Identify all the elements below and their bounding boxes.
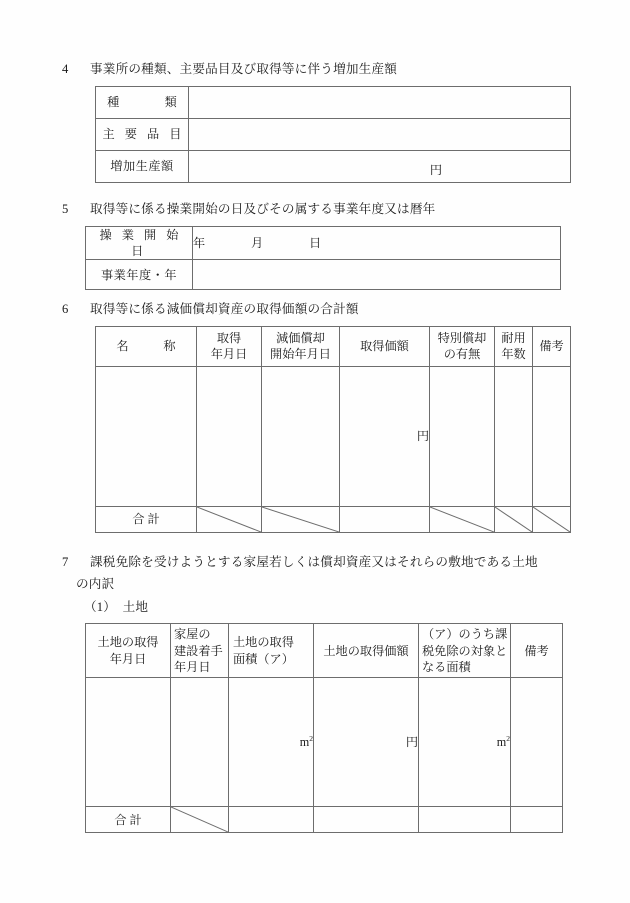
table-row bbox=[96, 86, 571, 118]
table-header-row bbox=[86, 624, 563, 678]
col-header-special-depreciation bbox=[430, 326, 495, 366]
total-cell-depreciation-start-struck bbox=[262, 506, 340, 532]
total-cell-remarks[interactable] bbox=[511, 807, 563, 833]
diagonal-strike-icon bbox=[171, 807, 228, 832]
col-header-acquisition-value: 取得価額 bbox=[340, 326, 430, 366]
col-header-exempt-area-line2: 税免除の対象と bbox=[422, 643, 508, 658]
section-4-heading bbox=[62, 60, 571, 80]
col-header-exempt-area bbox=[419, 624, 511, 678]
total-label: 合計 bbox=[96, 506, 197, 532]
table-row bbox=[86, 226, 561, 260]
col-header-depreciation-start-line1: 減価償却 bbox=[276, 330, 325, 345]
section-7-table bbox=[85, 623, 563, 833]
col-header-house-construction-date-line3: 年月日 bbox=[174, 660, 211, 675]
section-7-subsection-land: （1） 土地 bbox=[84, 600, 149, 615]
unit-yen: 円 bbox=[405, 735, 418, 750]
section-5-title: 取得等に係る操業開始の日及びその属する事業年度又は暦年 bbox=[90, 202, 436, 216]
col-header-acquisition-date bbox=[197, 326, 262, 366]
total-cell-house-construction-date-struck bbox=[171, 807, 229, 833]
table-row bbox=[86, 678, 563, 807]
col-header-special-depreciation-line2: の有無 bbox=[443, 347, 481, 362]
row-input-fiscal-year[interactable] bbox=[193, 260, 561, 290]
col-header-land-area-line1: 土地の取得 bbox=[233, 635, 294, 650]
col-header-land-acquisition-date-line1: 土地の取得 bbox=[97, 635, 159, 650]
section-5 bbox=[62, 200, 561, 290]
col-header-acquisition-date-line1: 取得 bbox=[216, 330, 242, 345]
unit-square-meter: m bbox=[496, 735, 507, 750]
col-header-land-value: 土地の取得価額 bbox=[314, 624, 419, 678]
section-4-number: 4 bbox=[62, 62, 69, 76]
col-header-exempt-area-line3: なる面積 bbox=[422, 660, 471, 675]
col-header-special-depreciation-line1: 特別償却 bbox=[437, 330, 487, 345]
section-5-table bbox=[85, 226, 561, 291]
total-cell-land-value[interactable] bbox=[314, 807, 419, 833]
col-header-depreciation-start bbox=[262, 326, 340, 366]
col-header-house-construction-date-line2: 建設着手 bbox=[174, 643, 223, 658]
total-cell-land-area[interactable] bbox=[229, 807, 314, 833]
cell-exempt-area[interactable] bbox=[419, 678, 511, 807]
table-row bbox=[96, 150, 571, 182]
cell-special-depreciation[interactable] bbox=[430, 366, 495, 506]
row-label-main-item: 主 要 品 目 bbox=[96, 118, 189, 150]
row-label-operation-start-date: 操 業 開 始 日 bbox=[86, 226, 193, 260]
col-header-acquisition-date-line2: 年月日 bbox=[210, 347, 248, 362]
total-cell-remarks-struck bbox=[533, 506, 571, 532]
section-7-number: 7 bbox=[62, 555, 69, 569]
col-header-exempt-area-line1: （ア）のうち課 bbox=[422, 627, 508, 642]
total-cell-acquisition-value[interactable] bbox=[340, 506, 430, 532]
row-input-type[interactable] bbox=[189, 86, 571, 118]
cell-useful-life[interactable] bbox=[495, 366, 533, 506]
diagonal-strike-icon bbox=[262, 507, 339, 532]
section-7-title-line2: の内訳 bbox=[76, 576, 115, 591]
cell-house-construction-date[interactable] bbox=[171, 678, 229, 807]
section-6-heading bbox=[62, 300, 571, 320]
section-4-table bbox=[95, 86, 571, 183]
cell-acquisition-value[interactable] bbox=[340, 366, 430, 506]
row-label-type: 種 類 bbox=[96, 86, 189, 118]
cell-acquisition-date[interactable] bbox=[197, 366, 262, 506]
section-4-title: 事業所の種類、主要品目及び取得等に伴う増加生産額 bbox=[90, 62, 398, 76]
section-6 bbox=[62, 300, 571, 533]
col-header-land-acquisition-date bbox=[86, 624, 171, 678]
year-marker: 年 bbox=[193, 235, 206, 250]
cell-name[interactable] bbox=[96, 366, 197, 506]
unit-square-meter-exponent: 2 bbox=[506, 734, 510, 744]
cell-land-area[interactable] bbox=[229, 678, 314, 807]
unit-yen: 円 bbox=[429, 162, 442, 177]
row-input-production-increase[interactable] bbox=[189, 150, 571, 182]
col-header-useful-life-line1: 耐用 bbox=[501, 330, 526, 345]
row-label-production-increase: 増加生産額 bbox=[96, 150, 189, 182]
unit-square-meter-exponent: 2 bbox=[309, 734, 313, 744]
table-total-row bbox=[96, 506, 571, 532]
section-5-heading bbox=[62, 200, 561, 220]
total-label: 合計 bbox=[86, 807, 171, 833]
col-header-house-construction-date-line1: 家屋の bbox=[174, 627, 211, 642]
col-header-remarks: 備考 bbox=[533, 326, 571, 366]
table-total-row bbox=[86, 807, 563, 833]
col-header-house-construction-date bbox=[171, 624, 229, 678]
row-label-fiscal-year: 事業年度・年 bbox=[86, 260, 193, 290]
col-header-useful-life-line2: 年数 bbox=[501, 347, 526, 362]
month-marker: 月 bbox=[251, 235, 264, 250]
total-cell-special-depreciation-struck bbox=[430, 506, 495, 532]
diagonal-strike-icon bbox=[430, 507, 494, 532]
unit-square-meter: m bbox=[299, 735, 310, 750]
section-6-number: 6 bbox=[62, 302, 69, 316]
table-header-row bbox=[96, 326, 571, 366]
section-6-table bbox=[95, 326, 571, 533]
total-cell-acquisition-date-struck bbox=[197, 506, 262, 532]
diagonal-strike-icon bbox=[197, 507, 261, 532]
table-row bbox=[96, 118, 571, 150]
col-header-depreciation-start-line2: 開始年月日 bbox=[270, 347, 331, 362]
cell-remarks[interactable] bbox=[511, 678, 563, 807]
row-input-operation-start-date[interactable] bbox=[193, 226, 561, 260]
col-header-useful-life bbox=[495, 326, 533, 366]
section-7-title-line1: 課税免除を受けようとする家屋若しくは償却資産又はそれらの敷地である土地 bbox=[90, 555, 538, 569]
section-7-heading bbox=[62, 553, 563, 573]
table-row bbox=[86, 260, 561, 290]
cell-land-value[interactable] bbox=[314, 678, 419, 807]
col-header-remarks: 備考 bbox=[511, 624, 563, 678]
day-marker: 日 bbox=[309, 235, 322, 250]
row-input-main-item[interactable] bbox=[189, 118, 571, 150]
unit-yen: 円 bbox=[416, 428, 429, 443]
section-4 bbox=[62, 60, 571, 183]
col-header-land-acquisition-date-line2: 年月日 bbox=[109, 651, 147, 666]
section-6-title: 取得等に係る減価償却資産の取得価額の合計額 bbox=[90, 302, 359, 316]
section-7 bbox=[62, 553, 563, 833]
col-header-name: 名 称 bbox=[96, 326, 197, 366]
col-header-land-area bbox=[229, 624, 314, 678]
diagonal-strike-icon bbox=[533, 507, 570, 532]
col-header-land-area-line2: 面積（ア） bbox=[233, 651, 294, 666]
cell-land-acquisition-date[interactable] bbox=[86, 678, 171, 807]
cell-depreciation-start[interactable] bbox=[262, 366, 340, 506]
total-cell-exempt-area[interactable] bbox=[419, 807, 511, 833]
table-row bbox=[96, 366, 571, 506]
total-cell-useful-life-struck bbox=[495, 506, 533, 532]
diagonal-strike-icon bbox=[495, 507, 532, 532]
cell-remarks[interactable] bbox=[533, 366, 571, 506]
section-5-number: 5 bbox=[62, 202, 69, 216]
